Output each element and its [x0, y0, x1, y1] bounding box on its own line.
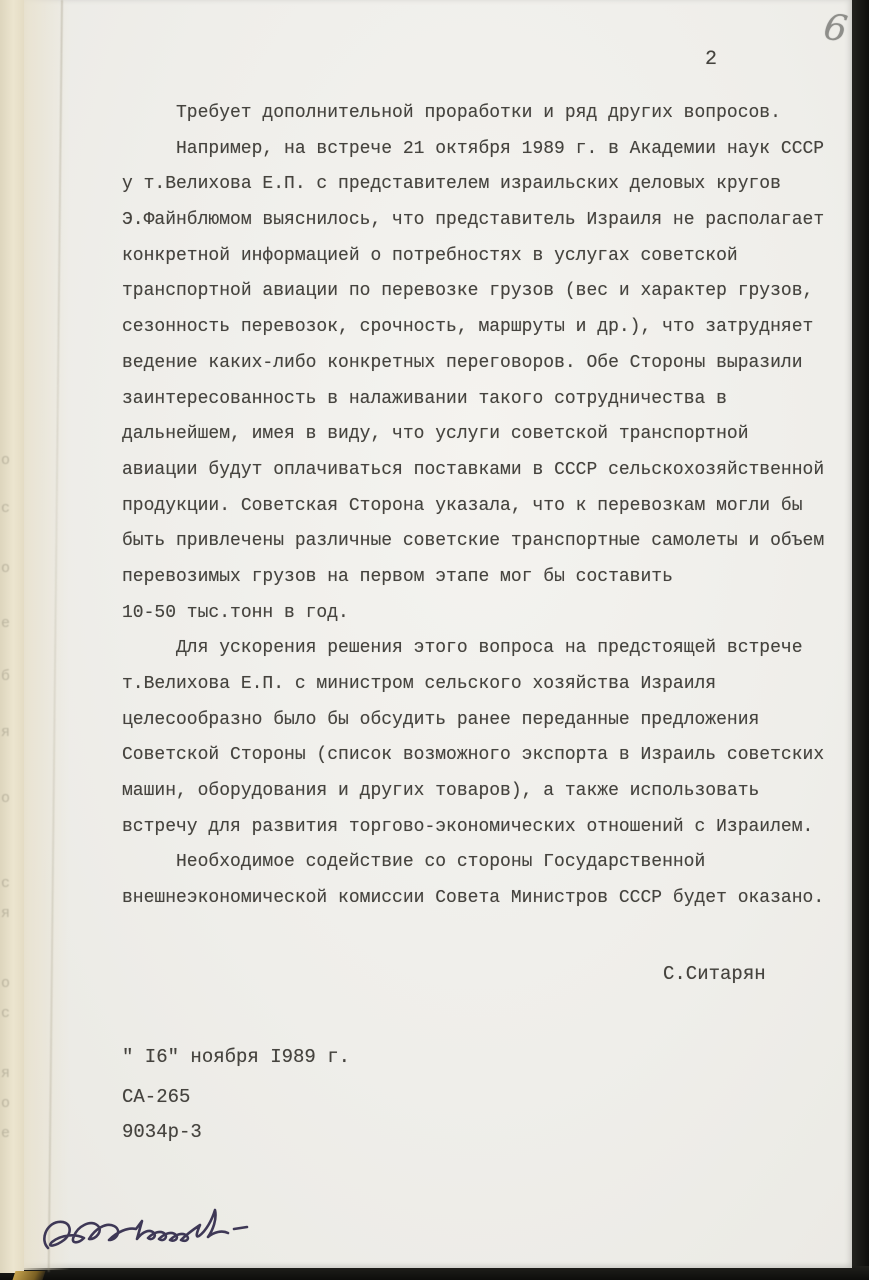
scan-background-bottom — [0, 1266, 869, 1280]
body-line: т.Велихова Е.П. с министром сельского хозяйства Израиля — [122, 674, 717, 694]
bleedthrough-mark: с — [1, 500, 11, 517]
body-line: ведение каких-либо конкретных переговоров. Обе Стороны выразили — [122, 352, 803, 373]
body-line: 10-50 тыс.тонн в год. — [122, 602, 349, 623]
body-line: у т.Велихова Е.П. с представителем израильских деловых кругов — [122, 174, 781, 195]
page-number: 2 — [705, 48, 718, 71]
document-number: 9034р-3 — [122, 1121, 202, 1143]
scan-background-right — [852, 0, 869, 1280]
underlying-page-edge — [0, 0, 24, 1273]
signatory-name: С.Ситарян — [663, 963, 766, 985]
bleedthrough-mark: б — [1, 668, 11, 685]
bleedthrough-mark: я — [1, 1065, 11, 1082]
document-body — [122, 96, 842, 917]
document-date: " I6" ноября I989 г. — [122, 1046, 351, 1068]
body-line: Э.Файнблюмом выяснилось, что представитель Израиля не располагает — [122, 210, 825, 231]
body-line: встречу для развития торгово-экономических отношений с Израилем. — [122, 816, 814, 837]
reference-number: СА-265 — [122, 1086, 191, 1108]
bleedthrough-mark: е — [1, 615, 11, 632]
bleedthrough-mark: о — [1, 790, 11, 807]
bleedthrough-mark: с — [1, 875, 11, 892]
body-line: быть привлечены различные советские транспортные самолеты и объем — [122, 531, 825, 552]
book-edge-glint — [13, 1271, 46, 1280]
body-line: целесообразно было бы обсудить ранее переданные предложения — [122, 709, 760, 730]
bleedthrough-mark: е — [1, 1125, 11, 1142]
bleedthrough-mark: я — [1, 905, 11, 922]
body-line: продукции. Советская Сторона указала, что к перевозкам могли бы — [122, 495, 803, 516]
body-line: авиации будут оплачиваться поставками в СССР сельскохозяйственной — [122, 459, 825, 480]
body-line: Например, на встрече 21 октября 1989 г. в Академии наук СССР — [176, 138, 825, 159]
body-line: Необходимое содействие со стороны Государственной — [176, 852, 706, 873]
body-line: Для ускорения решения этого вопроса на предстоящей встрече — [176, 638, 803, 659]
body-line: Советской Стороны (список возможного экспорта в Израиль советских — [122, 745, 825, 766]
page-edge-shading — [24, 0, 70, 1270]
bleedthrough-mark: о — [1, 560, 11, 577]
body-line: транспортной авиации по перевозке грузов (вес и характер грузов, — [122, 281, 814, 302]
handwritten-folio-number: 6 — [821, 6, 851, 51]
body-line: Требует дополнительной проработки и ряд других вопросов. — [176, 103, 781, 123]
body-line: внешнеэкономической комиссии Совета Министров СССР будет оказано. — [122, 888, 825, 909]
body-line: конкретной информацией о потребностях в услугах советской — [122, 245, 738, 266]
body-line: дальнейшем, имея в виду, что услуги советской транспортной — [122, 424, 749, 445]
body-line: заинтересованность в налаживании такого сотрудничества в — [122, 388, 727, 409]
body-line: сезонность перевозок, срочность, маршруты и др.), что затрудняет — [122, 317, 814, 338]
bleedthrough-mark: о — [1, 452, 11, 469]
bleedthrough-mark: я — [1, 724, 11, 741]
body-line: перевозимых грузов на первом этапе мог бы составить — [122, 566, 673, 587]
handwritten-signature — [38, 1198, 253, 1260]
bleedthrough-mark: о — [1, 975, 11, 992]
body-line: машин, оборудования и других товаров), а также использовать — [122, 781, 760, 802]
bleedthrough-mark: о — [1, 1095, 11, 1112]
bleedthrough-mark: с — [1, 1005, 11, 1022]
